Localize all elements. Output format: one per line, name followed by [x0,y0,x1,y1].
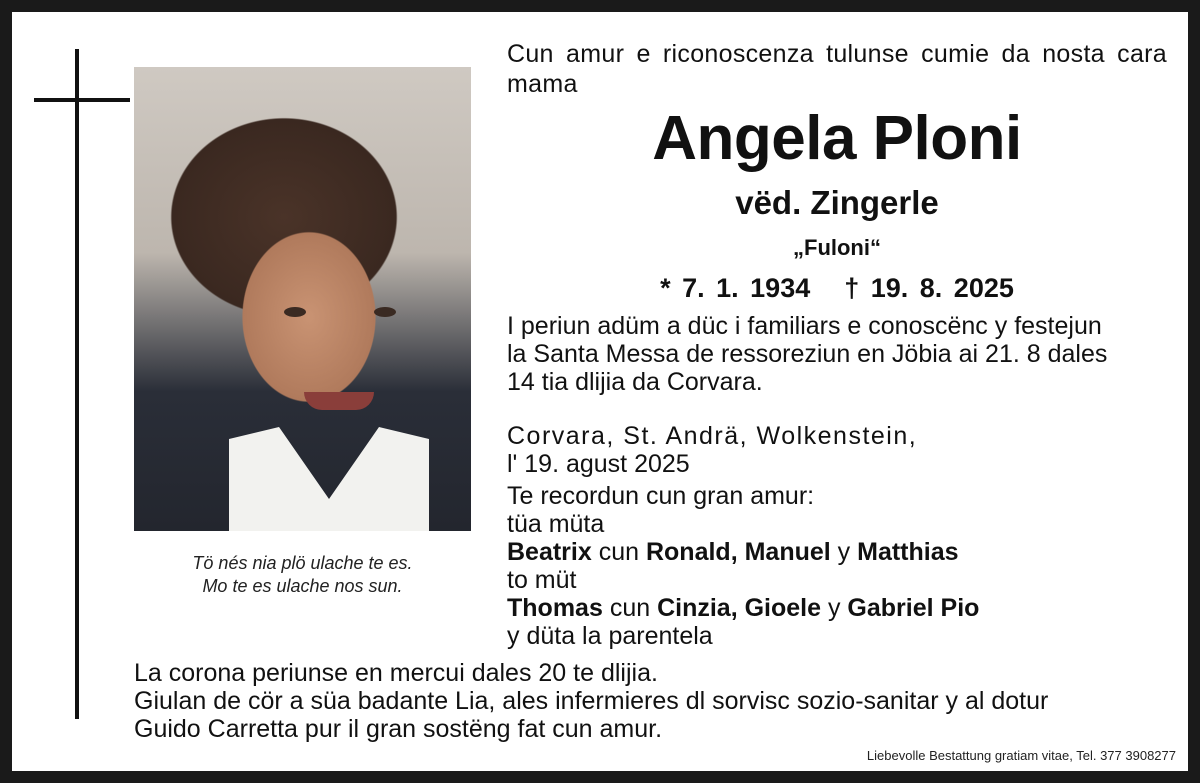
closing-notes [134,659,1179,743]
death-date: † 19. 8. 2025 [844,273,1014,303]
mass-line: I periun adüm a düc i familiars e conoscënc y festejun [507,312,1102,340]
mass-announcement [507,312,1177,396]
closing-line: Guido Carretta pur il gran sostëng fat cun amur. [134,715,663,743]
daughter-child: Matthias [857,538,959,566]
son-child: Gabriel Pio [847,594,980,622]
portrait-collar [229,427,429,531]
closing-line: Giulan de cör a süa badante Lia, ales infermieres dl sorvisc sozio-sanitar y al dotur [134,687,1049,715]
conjunction: cun [598,538,640,566]
son-name: Thomas [507,594,603,622]
cross-vertical [75,49,79,719]
family-list [507,482,1177,650]
portrait-mouth [304,392,374,410]
portrait-eye-right [374,307,396,317]
widow-of: vëd. Zingerle [735,184,939,221]
conjunction: y [837,538,851,566]
relatives: y düta la parentela [507,622,713,650]
wife-label: tüa müta [507,510,605,538]
place-date [507,422,1177,478]
daughter-name: Beatrix [507,538,592,566]
son-family: Cinzia, Gioele [657,594,822,622]
deceased-name: Angela Ploni [652,104,1022,173]
place-line: Corvara, St. Andrä, Wolkenstein, [507,422,918,450]
date-line: l' 19. agust 2025 [507,450,690,478]
nickname: „Fuloni“ [793,235,881,260]
daughter-line [507,538,1177,566]
mass-line: 14 tia dlijia da Corvara. [507,368,763,396]
mass-line: la Santa Messa de ressoreziun en Jöbia ai 21. 8 dales [507,340,1108,368]
daughter-family: Ronald, Manuel [645,538,831,566]
caption-line-1: Tö nés nia plö ulache te es. [192,553,413,573]
cross-horizontal [34,98,130,102]
birth-date: * 7. 1. 1934 [660,273,811,303]
caption-line-2: Mo te es ulache nos sun. [202,576,403,596]
funeral-home-footer: Liebevolle Bestattung gratiam vitae, Tel. 377 3908277 [866,748,1176,763]
conjunction: cun [609,594,651,622]
obituary-card [12,12,1188,771]
conjunction: y [827,594,841,622]
intro-text: Cun amur e riconoscenza tulunse cumie da nosta cara mama [507,40,1167,98]
photo-caption [134,552,471,598]
son-line [507,594,1177,622]
closing-line: La corona periunse en mercui dales 20 te dlijia. [134,659,658,687]
son-label: to müt [507,566,577,594]
portrait-eye-left [284,307,306,317]
portrait-photo [134,67,471,531]
life-dates [507,272,1167,304]
family-intro: Te recordun cun gran amur: [507,482,815,510]
